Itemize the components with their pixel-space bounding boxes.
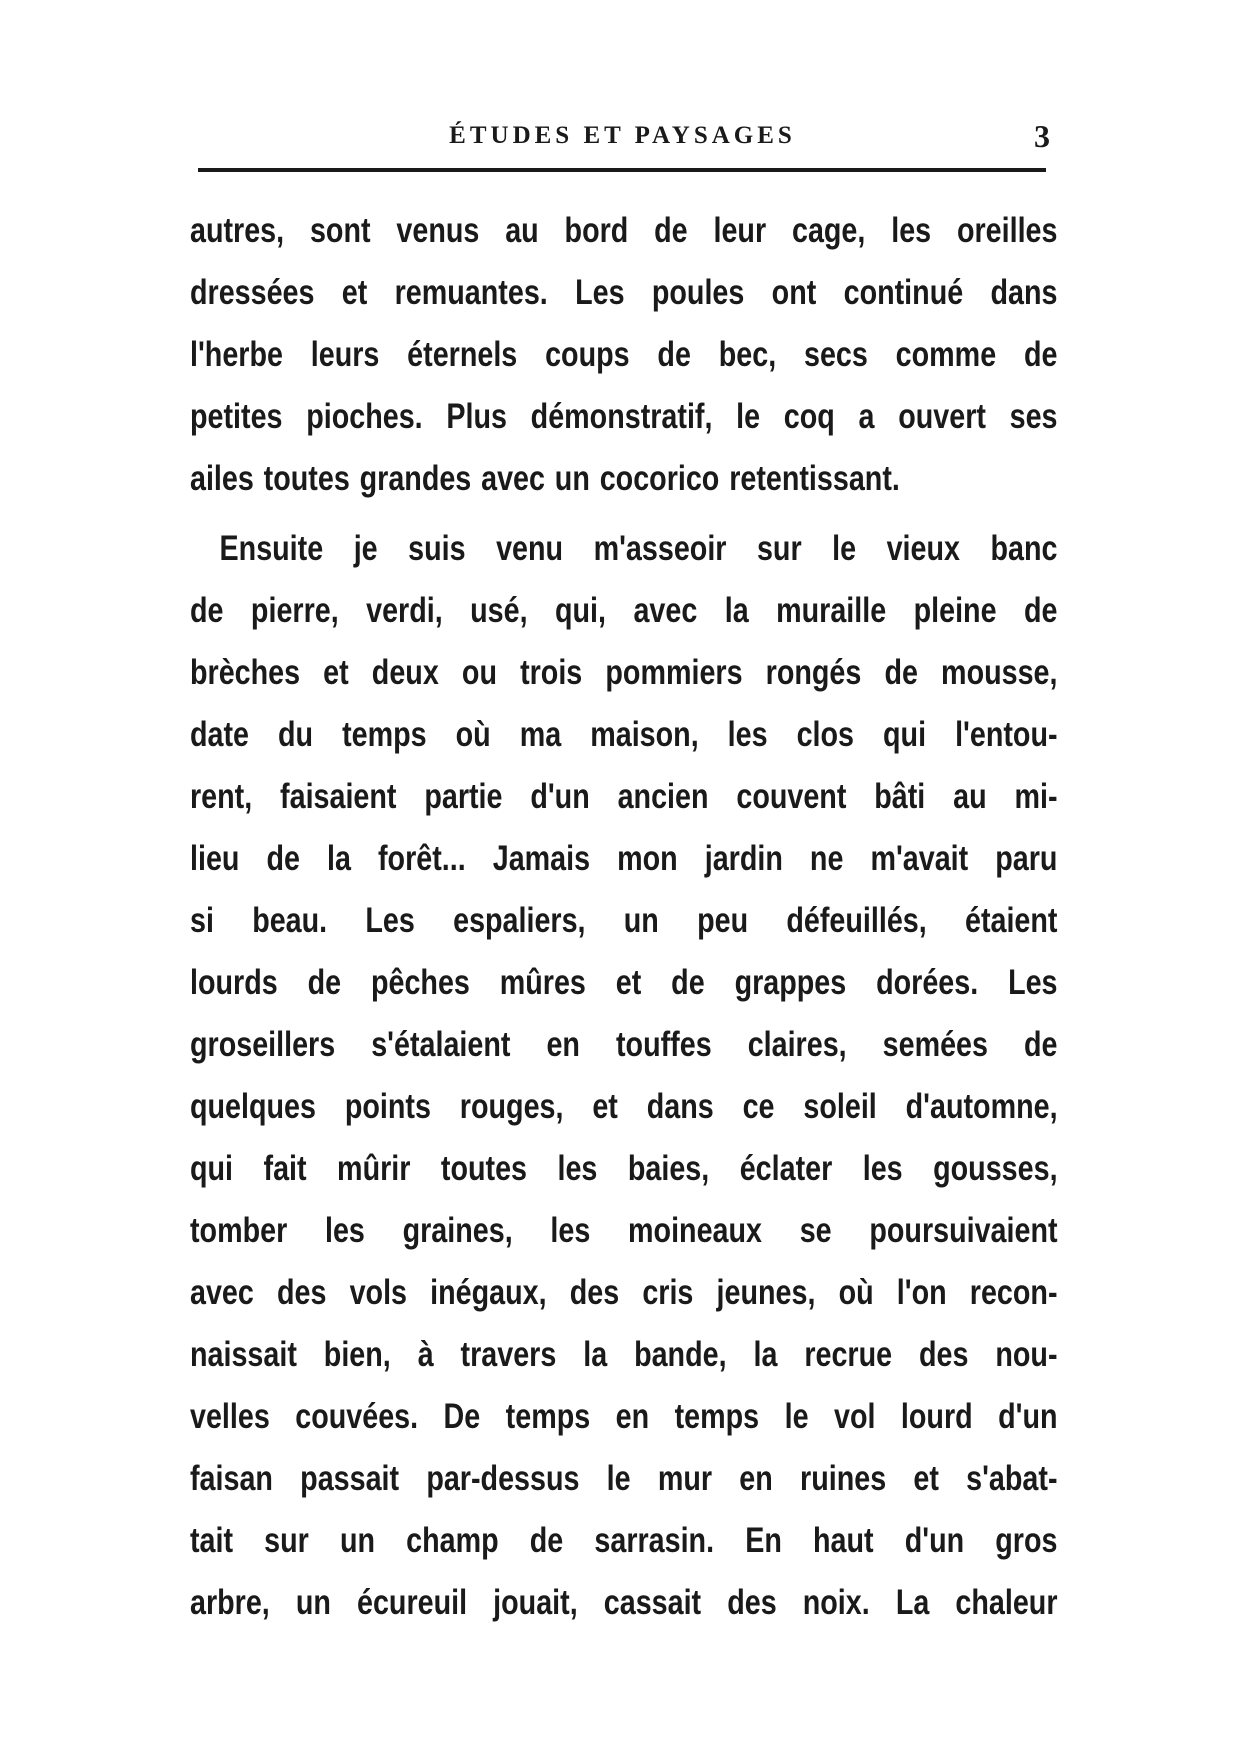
word: coq — [783, 397, 835, 436]
word: a — [858, 397, 875, 436]
word: inégaux, — [430, 1273, 547, 1312]
word: De — [443, 1397, 481, 1436]
word: claires, — [747, 1025, 847, 1064]
word: groseillers — [190, 1025, 336, 1064]
word: recrue — [804, 1335, 893, 1374]
word: l'herbe — [190, 335, 283, 374]
word: le — [784, 1397, 809, 1436]
word: le — [832, 529, 857, 568]
word: ou — [461, 653, 497, 692]
word: les — [891, 211, 932, 250]
word: la — [583, 1335, 608, 1374]
word: m'avait — [870, 839, 969, 878]
body-text — [190, 200, 1058, 1634]
word: mur — [657, 1459, 713, 1498]
word: deux — [371, 653, 439, 692]
text-line — [190, 518, 1058, 580]
word: cage, — [791, 211, 866, 250]
word: de — [1023, 591, 1058, 630]
word: temps — [505, 1397, 591, 1436]
word: rouges, — [459, 1087, 564, 1126]
word: avec — [633, 591, 698, 630]
word: toutes — [440, 1149, 527, 1188]
word: jardin — [704, 839, 783, 878]
word: où — [455, 715, 491, 754]
word: jeunes, — [716, 1273, 816, 1312]
word: oreilles — [956, 211, 1058, 250]
running-title: ÉTUDES ET PAYSAGES — [449, 122, 796, 149]
text-line — [190, 1572, 1058, 1634]
text-line — [190, 324, 1058, 386]
word: sur — [756, 529, 802, 568]
text-line — [190, 1014, 1058, 1076]
word: bord — [564, 211, 629, 250]
word: brèches — [190, 653, 301, 692]
text-line — [190, 1448, 1058, 1510]
word: toutes — [263, 459, 350, 498]
word: tait — [190, 1521, 234, 1560]
word: mi- — [1014, 777, 1058, 816]
word: jouait, — [493, 1583, 578, 1622]
word: Les — [575, 273, 625, 312]
word: semées — [882, 1025, 988, 1064]
word: La — [895, 1583, 930, 1622]
text-line — [190, 890, 1058, 952]
word: poursuivaient — [869, 1211, 1058, 1250]
word: ont — [771, 273, 817, 312]
text-line — [190, 1262, 1058, 1324]
text-line — [190, 766, 1058, 828]
word: pleine — [913, 591, 997, 630]
word: qui — [883, 715, 927, 754]
word: ruines — [800, 1459, 887, 1498]
word: avec — [190, 1273, 254, 1312]
word: de — [266, 839, 300, 878]
running-head — [195, 118, 1050, 158]
text-line — [190, 1386, 1058, 1448]
word: grappes — [734, 963, 847, 1002]
word: travers — [460, 1335, 557, 1374]
word: où — [838, 1273, 874, 1312]
word: temps — [342, 715, 427, 754]
word: lieu — [190, 839, 240, 878]
word: fait — [263, 1149, 307, 1188]
word: graines, — [402, 1211, 513, 1250]
word: du — [278, 715, 314, 754]
word: le — [736, 397, 761, 436]
word: champ — [406, 1521, 499, 1560]
word: d'un — [998, 1397, 1058, 1436]
word: pêches — [370, 963, 470, 1002]
word: bec, — [718, 335, 777, 374]
word: et — [615, 963, 642, 1002]
word: dans — [646, 1087, 714, 1126]
word: au — [505, 211, 539, 250]
word: le — [606, 1459, 631, 1498]
text-line — [190, 200, 1058, 262]
word: velles — [190, 1397, 270, 1436]
word: banc — [990, 529, 1058, 568]
word: cocorico — [599, 459, 720, 498]
word: continué — [843, 273, 964, 312]
word: suis — [408, 529, 466, 568]
word: ancien — [617, 777, 709, 816]
text-line — [190, 1324, 1058, 1386]
word: rent, — [190, 777, 253, 816]
word: cris — [642, 1273, 694, 1312]
word: les — [557, 1149, 598, 1188]
word: de — [1024, 1025, 1058, 1064]
word: passait — [300, 1459, 400, 1498]
word: s'abat- — [966, 1459, 1058, 1498]
word: la — [724, 591, 749, 630]
word: et — [592, 1087, 618, 1126]
word: lourds — [190, 963, 278, 1002]
word: venu — [496, 529, 564, 568]
text-line — [190, 1076, 1058, 1138]
word: si — [190, 901, 214, 940]
word: pommiers — [605, 653, 743, 692]
word: touffes — [616, 1025, 712, 1064]
word: un — [339, 1521, 376, 1560]
header-rule — [198, 168, 1046, 172]
word: éclater — [739, 1149, 833, 1188]
word: peu — [697, 901, 749, 940]
word: d'automne, — [905, 1087, 1058, 1126]
word: Jamais — [492, 839, 591, 878]
word: Ensuite — [219, 529, 324, 568]
word: un — [295, 1583, 331, 1622]
word: poules — [651, 273, 745, 312]
word: en — [615, 1397, 650, 1436]
text-line — [190, 448, 1058, 510]
word: Les — [365, 901, 415, 940]
word: verdi, — [366, 591, 443, 630]
word: Les — [1008, 963, 1058, 1002]
word: éternels — [407, 335, 518, 374]
word: un — [623, 901, 659, 940]
word: mousse, — [941, 653, 1058, 692]
word: pioches. — [306, 397, 423, 436]
word: soleil — [803, 1087, 877, 1126]
word: mon — [617, 839, 678, 878]
word: la — [327, 839, 351, 878]
word: de — [1023, 335, 1058, 374]
word: comme — [895, 335, 997, 374]
word: un — [554, 459, 590, 498]
word: haut — [812, 1521, 874, 1560]
word: des — [276, 1273, 327, 1312]
word: à — [417, 1335, 434, 1374]
word: de — [884, 653, 918, 692]
word: faisan — [190, 1459, 273, 1498]
word: couvent — [736, 777, 847, 816]
word: ma — [519, 715, 562, 754]
word: écureuil — [357, 1583, 468, 1622]
word: de — [190, 591, 224, 630]
word: grandes — [359, 459, 472, 498]
word: qui — [190, 1149, 234, 1188]
word: des — [918, 1335, 969, 1374]
word: baies, — [627, 1149, 710, 1188]
word: dans — [990, 273, 1058, 312]
word: qui, — [554, 591, 607, 630]
word: sarrasin. — [594, 1521, 715, 1560]
word: sont — [309, 211, 371, 250]
word: de — [671, 963, 705, 1002]
word: noix. — [802, 1583, 870, 1622]
word: de — [529, 1521, 564, 1560]
word: usé, — [470, 591, 528, 630]
text-line — [190, 1138, 1058, 1200]
word: clos — [796, 715, 855, 754]
word: moineaux — [628, 1211, 763, 1250]
word: les — [862, 1149, 903, 1188]
word: de — [654, 211, 688, 250]
word: arbre, — [190, 1583, 270, 1622]
word: et — [323, 653, 349, 692]
word: au — [953, 777, 987, 816]
word: petites — [190, 397, 283, 436]
word: la — [753, 1335, 778, 1374]
word: naissait — [190, 1335, 297, 1374]
word: pierre, — [250, 591, 339, 630]
word: l'on — [896, 1273, 947, 1312]
word: beau. — [252, 901, 328, 940]
word: et — [913, 1459, 939, 1498]
word: rongés — [765, 653, 862, 692]
word: muraille — [776, 591, 887, 630]
word: En — [745, 1521, 782, 1560]
word: quelques — [190, 1087, 316, 1126]
word: avec — [481, 459, 545, 498]
text-line — [190, 952, 1058, 1014]
word: dressées — [190, 273, 315, 312]
word: bande, — [634, 1335, 727, 1374]
word: points — [344, 1087, 431, 1126]
word: paru — [995, 839, 1058, 878]
word: ses — [1009, 397, 1058, 436]
word: bien, — [323, 1335, 391, 1374]
text-line — [190, 704, 1058, 766]
word: d'un — [904, 1521, 965, 1560]
word: ce — [742, 1087, 775, 1126]
word: m'asseoir — [593, 529, 727, 568]
word: ouvert — [898, 397, 986, 436]
word: en — [546, 1025, 580, 1064]
word: défeuillés, — [786, 901, 927, 940]
text-line — [190, 1200, 1058, 1262]
word: vieux — [886, 529, 960, 568]
word: les — [550, 1211, 591, 1250]
word: les — [324, 1211, 365, 1250]
word: tomber — [190, 1211, 288, 1250]
word: par-dessus — [426, 1459, 580, 1498]
word: faisaient — [280, 777, 397, 816]
word: espaliers, — [453, 901, 586, 940]
word: leur — [713, 211, 767, 250]
paragraph-gap — [190, 510, 1058, 518]
word: Plus — [446, 397, 507, 436]
word: venus — [396, 211, 480, 250]
word: mûrir — [337, 1149, 411, 1188]
word: se — [799, 1211, 832, 1250]
word: étaient — [964, 901, 1058, 940]
word: couvées. — [295, 1397, 419, 1436]
word: mûres — [499, 963, 586, 1002]
word: et — [341, 273, 368, 312]
word: chaleur — [955, 1583, 1058, 1622]
text-line — [190, 386, 1058, 448]
word: forêt... — [377, 839, 466, 878]
word: gros — [995, 1521, 1058, 1560]
word: ailes — [190, 459, 254, 498]
word: je — [353, 529, 378, 568]
word: retentissant. — [729, 459, 900, 498]
word: coups — [545, 335, 630, 374]
word: secs — [804, 335, 868, 374]
word: temps — [674, 1397, 760, 1436]
word: autres, — [190, 211, 285, 250]
word: l'entou- — [955, 715, 1058, 754]
text-line — [190, 642, 1058, 704]
word: des — [727, 1583, 777, 1622]
word: nou- — [995, 1335, 1058, 1374]
word: trois — [520, 653, 583, 692]
word: recon- — [969, 1273, 1058, 1312]
word: vol — [833, 1397, 876, 1436]
word: sur — [264, 1521, 309, 1560]
word: de — [657, 335, 691, 374]
word: dorées. — [876, 963, 979, 1002]
word: démonstratif, — [530, 397, 713, 436]
word: maison, — [590, 715, 699, 754]
word: de — [307, 963, 342, 1002]
word: leurs — [310, 335, 380, 374]
word: s'étalaient — [371, 1025, 511, 1064]
page-number: 3 — [1034, 118, 1050, 154]
word: les — [727, 715, 768, 754]
text-line — [190, 580, 1058, 642]
text-line — [190, 1510, 1058, 1572]
text-line — [190, 262, 1058, 324]
word: ne — [809, 839, 844, 878]
text-line — [190, 828, 1058, 890]
word: date — [190, 715, 250, 754]
word: vols — [349, 1273, 408, 1312]
word: gousses, — [933, 1149, 1058, 1188]
word: en — [739, 1459, 773, 1498]
word: partie — [424, 777, 503, 816]
word: lourd — [900, 1397, 973, 1436]
word: cassait — [603, 1583, 702, 1622]
word: des — [569, 1273, 620, 1312]
word: d'un — [530, 777, 590, 816]
word: bâti — [874, 777, 926, 816]
word: remuantes. — [394, 273, 548, 312]
